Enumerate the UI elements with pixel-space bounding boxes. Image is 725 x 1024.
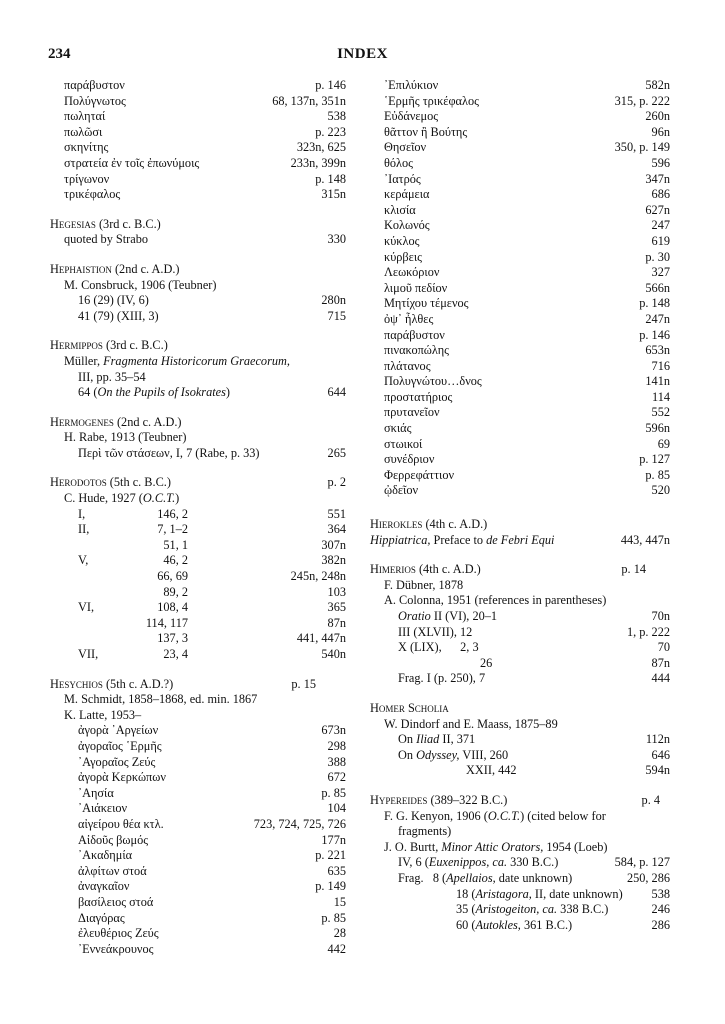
citation: 137, 3 — [157, 631, 188, 646]
index-entry — [50, 172, 356, 188]
homer-heading: Homer Scholia — [370, 700, 449, 715]
index-entry — [370, 281, 670, 297]
citation-text: X (LIX), 2, 3 — [398, 640, 479, 655]
page-reference: 441, 447n — [296, 631, 346, 646]
book-number: II, — [78, 522, 90, 537]
herodotos-entry — [50, 616, 356, 632]
page-reference: 260n — [645, 109, 670, 124]
speech-title: Aristagora, — [475, 886, 532, 901]
page-reference: 716 — [651, 358, 670, 373]
page-reference: 635 — [327, 863, 346, 878]
citation: 66, 69 — [157, 569, 188, 584]
homer-entry — [370, 763, 670, 779]
index-term: κύκλος — [384, 233, 420, 248]
citation: 46, 2 — [163, 553, 188, 568]
citation: 7, 1–2 — [157, 522, 188, 537]
index-term: λιμοῦ πεδίον — [384, 280, 448, 295]
himerios-edition-2: A. Colonna, 1951 (references in parentheses) — [384, 593, 607, 608]
index-term: θόλος — [384, 155, 414, 170]
page-reference: p. 127 — [639, 452, 670, 467]
page-reference: 280n — [321, 293, 346, 308]
page-reference: 388 — [327, 754, 346, 769]
index-term: ἐλευθέριος Ζεύς — [78, 926, 159, 941]
page-reference: 246 — [651, 902, 670, 917]
citation-text: date unknown) — [495, 870, 573, 885]
himerios-entry — [370, 656, 670, 672]
citation-prefix: 60 ( — [456, 917, 476, 932]
page-reference: p. 146 — [315, 78, 346, 92]
index-term: Μητίχου τέμενος — [384, 296, 469, 311]
index-term: πλάτανος — [384, 358, 431, 373]
index-term: ἀγοραῖος ῾Ερμῆς — [78, 738, 162, 753]
hermippos-heading: Hermippos (3rd c. B.C.) — [50, 338, 168, 353]
page-reference: 28 — [333, 926, 346, 941]
hermogenes-edition: H. Rabe, 1913 (Teubner) — [64, 430, 187, 445]
page-reference: 247n — [645, 311, 670, 326]
page-reference: p. 85 — [321, 910, 346, 925]
hierokles-heading: Hierokles (4th c. A.D.) — [370, 517, 488, 532]
left-column — [50, 78, 356, 957]
index-term: Αἰδοῦς βωμός — [78, 832, 149, 847]
citation-prefix: Frag. 8 ( — [398, 870, 447, 885]
hephaistion-entry — [50, 293, 356, 309]
page-reference: 596n — [645, 421, 670, 436]
citation-prefix: IV, 6 ( — [398, 855, 429, 870]
index-entry — [370, 483, 670, 499]
speech-title: Apellaios, — [446, 870, 496, 885]
hesychios-entry — [50, 926, 356, 942]
index-term: κλισία — [384, 202, 416, 217]
citation — [398, 855, 558, 871]
index-term: ἀγορὰ ᾿Αργείων — [78, 723, 159, 738]
page-reference: 177n — [321, 832, 346, 847]
index-term: Διαγόρας — [78, 910, 125, 925]
citation-text: 338 B.C.) — [557, 902, 609, 917]
hypereides-entry — [370, 918, 670, 934]
hesychios-edition-1: M. Schmidt, 1858–1868, ed. min. 1867 — [64, 692, 258, 707]
page-reference: 87n — [651, 655, 670, 670]
page-number: 234 — [48, 46, 71, 62]
page-reference: 582n — [645, 78, 670, 92]
index-term: πωλῶσι — [64, 124, 103, 139]
index-term: προστατήριος — [384, 389, 453, 404]
page-reference: 250, 286 — [626, 870, 670, 885]
index-term: Θησεῖον — [384, 140, 427, 155]
index-term: Λεωκόριον — [384, 265, 440, 280]
hesychios-edition-2: K. Latte, 1953– — [64, 707, 142, 722]
page-reference: 315n — [321, 187, 346, 202]
herodotos-heading: Herodotos (5th c. B.C.) p. 2 — [50, 475, 346, 490]
index-entry — [50, 78, 356, 94]
hesychios-entry — [50, 786, 356, 802]
index-term: ᾿Αησία — [78, 785, 114, 800]
index-term: Κολωνός — [384, 218, 430, 233]
hypereides-edition-1-cont: fragments) — [398, 824, 452, 839]
page-reference: 347n — [645, 171, 670, 186]
page-reference: p. 85 — [321, 785, 346, 800]
speech-title: Autokles, — [475, 917, 521, 932]
page-reference: 552 — [651, 405, 670, 420]
index-term: ἀλφίτων στοά — [78, 863, 147, 878]
speech-title: Aristogeiton, ca. — [475, 902, 558, 917]
page-reference: 627n — [645, 202, 670, 217]
page-reference: 584, p. 127 — [614, 855, 670, 870]
herodotos-entry — [50, 507, 356, 523]
page-reference: p. 146 — [639, 327, 670, 342]
work-title: Oratio — [398, 609, 431, 623]
work-title: Odyssey, — [416, 747, 460, 762]
page-reference: 538 — [327, 109, 346, 124]
index-term: συνέδριον — [384, 452, 435, 467]
index-term: πωληταί — [64, 109, 106, 124]
citation — [398, 748, 508, 764]
page-reference: 307n — [321, 537, 346, 552]
himerios-entry — [370, 640, 670, 656]
index-entry — [370, 109, 670, 125]
homer-entry — [370, 748, 670, 764]
citation-text: 26 — [480, 655, 493, 670]
page-reference: 566n — [645, 280, 670, 295]
citation-prefix: On — [398, 747, 417, 762]
citation: 41 (79) (XIII, 3) — [78, 308, 159, 323]
herodotos-edition: C. Hude, 1927 (O.C.T.) — [64, 491, 180, 506]
hesychios-entry — [50, 817, 356, 833]
page-reference: 365 — [327, 600, 346, 615]
citation — [480, 656, 492, 672]
himerios-edition-1: F. Dübner, 1878 — [384, 577, 464, 592]
index-term: Πολυγνώτου…δνος — [384, 374, 482, 389]
index-term: σκιάς — [384, 421, 412, 436]
page-reference: p. 221 — [315, 848, 346, 863]
index-term: ᾿Αγοραῖος Ζεύς — [78, 754, 156, 769]
hephaistion-heading: Hephaistion (2nd c. A.D.) — [50, 261, 180, 276]
himerios-entry — [370, 625, 670, 641]
page-reference: 444 — [651, 671, 670, 686]
right-column — [370, 78, 670, 933]
index-entry — [370, 203, 670, 219]
index-entry — [50, 156, 356, 172]
page-reference: 87n — [327, 615, 346, 630]
index-entry — [370, 187, 670, 203]
page-reference: 520 — [651, 483, 670, 498]
citation-text: II, 371 — [439, 732, 476, 747]
citation: 16 (29) (IV, 6) — [78, 293, 149, 308]
himerios-entry — [370, 671, 670, 687]
citation-text: III (XLVII), 12 — [398, 624, 473, 639]
page-reference: 594n — [645, 763, 670, 778]
index-term: πρυτανεῖον — [384, 405, 440, 420]
page-reference: 15 — [333, 894, 346, 909]
hesychios-entry — [50, 723, 356, 739]
citation-text: 330 B.C.) — [507, 855, 559, 870]
hesychios-entry — [50, 911, 356, 927]
herodotos-entry — [50, 569, 356, 585]
hesychios-entry — [50, 801, 356, 817]
index-term: Πολύγνωτος — [64, 93, 126, 108]
herodotos-entry — [50, 585, 356, 601]
page-reference: 70 — [657, 640, 670, 655]
index-term: σκηνίτης — [64, 140, 109, 155]
index-entry — [370, 234, 670, 250]
citation — [398, 871, 572, 887]
index-entry — [370, 296, 670, 312]
index-entry — [370, 452, 670, 468]
citation — [398, 609, 497, 625]
citation-text: 361 B.C.) — [520, 917, 573, 932]
index-term: παράβυστον — [384, 327, 445, 342]
index-term: τρικέφαλος — [64, 187, 121, 202]
index-entry — [370, 312, 670, 328]
page-reference: 286 — [651, 917, 670, 932]
page-reference: 103 — [327, 584, 346, 599]
index-term: ᾿Επιλύκιον — [384, 78, 439, 92]
book-number: I, — [78, 506, 86, 521]
homer-edition: W. Dindorf and E. Maass, 1875–89 — [384, 716, 558, 731]
index-term: ἀγορὰ Κερκώπων — [78, 770, 166, 785]
citation: 89, 2 — [163, 584, 188, 599]
hesychios-entry — [50, 879, 356, 895]
citation: 108, 4 — [157, 600, 188, 615]
page-reference: 104 — [327, 801, 346, 816]
hesychios-entry — [50, 833, 356, 849]
hesychios-entry — [50, 755, 356, 771]
hesychios-entry — [50, 864, 356, 880]
hermippos-edition: Müller, Fragmenta Historicorum Graecorum, — [64, 353, 290, 368]
index-entry — [50, 140, 356, 156]
citation-text: II, date unknown) — [531, 886, 623, 901]
page-reference: 723, 724, 725, 726 — [253, 816, 346, 831]
index-term: Εὐδάνεμος — [384, 109, 439, 124]
page-reference: 298 — [327, 738, 346, 753]
page-reference: 653n — [645, 343, 670, 358]
citation: 51, 1 — [163, 537, 188, 552]
index-entry — [370, 94, 670, 110]
citation — [456, 918, 572, 934]
hesychios-entry — [50, 942, 356, 958]
page-reference: 596 — [651, 155, 670, 170]
page-reference: 686 — [651, 187, 670, 202]
herodotos-entry — [50, 600, 356, 616]
index-term: ᾿Αιάκειον — [78, 801, 128, 816]
left-top-entries — [50, 78, 356, 203]
index-term: ᾿Ακαδημία — [78, 848, 133, 863]
book-number: VII, — [78, 647, 99, 661]
index-term: Φερρεφάττιον — [384, 467, 455, 482]
citation: 23, 4 — [163, 647, 188, 661]
herodotos-entry — [50, 553, 356, 569]
index-entry — [50, 187, 356, 203]
hypereides-entry — [370, 855, 670, 871]
page-reference: 69 — [657, 436, 670, 451]
index-term: στρατεία ἐν τοῖς ἐπωνύμοις — [64, 155, 200, 170]
index-entry — [370, 125, 670, 141]
citation — [466, 763, 517, 779]
hesychios-entry — [50, 739, 356, 755]
book-number: V, — [78, 553, 89, 568]
hermogenes-heading: Hermogenes (2nd c. A.D.) — [50, 414, 182, 429]
index-entry — [370, 421, 670, 437]
index-entry — [370, 468, 670, 484]
page-reference: 70n — [651, 609, 670, 623]
citation — [398, 671, 485, 687]
page-reference: 327 — [651, 265, 670, 280]
page-reference: 114 — [652, 389, 670, 404]
page-reference: 68, 137n, 351n — [272, 93, 346, 108]
page-reference: 315, p. 222 — [614, 93, 670, 108]
page-reference: 364 — [327, 522, 346, 537]
page-reference: 96n — [651, 124, 670, 139]
hegesias-heading: Hegesias (3rd c. B.C.) — [50, 216, 161, 231]
page-reference: 245n, 248n — [290, 569, 346, 584]
page-reference: 540n — [321, 647, 346, 661]
page-title: INDEX — [337, 46, 388, 62]
hypereides-edition-1: F. G. Kenyon, 1906 (O.C.T.) (cited below for — [384, 808, 606, 823]
hesychios-entry — [50, 848, 356, 864]
index-entry — [370, 437, 670, 453]
right-top-entries — [370, 78, 670, 499]
himerios-heading: Himerios (4th c. A.D.) p. 14 — [370, 562, 646, 577]
hesychios-entry — [50, 770, 356, 786]
page-reference: 382n — [321, 553, 346, 568]
index-term: θᾶττον ἢ Βούτης — [384, 124, 468, 139]
index-term: κύρβεις — [384, 249, 423, 264]
page-reference: p. 85 — [645, 467, 670, 482]
herodotos-entry — [50, 647, 356, 663]
page-reference: p. 148 — [315, 171, 346, 186]
page-reference: 350, p. 149 — [614, 140, 670, 155]
page-reference: 619 — [651, 233, 670, 248]
index-term: ᾠδεῖον — [384, 483, 419, 498]
index-entry — [370, 390, 670, 406]
hermogenes-row: Περὶ τῶν στάσεων, I, 7 (Rabe, p. 33) 265 — [78, 445, 346, 460]
index-term: πινακοπώλης — [384, 343, 450, 358]
homer-entry — [370, 732, 670, 748]
page-reference: 233n, 399n — [290, 155, 346, 170]
page-reference: 551 — [327, 506, 346, 521]
citation-text: XXII, 442 — [466, 763, 517, 778]
page-reference: 673n — [321, 723, 346, 738]
page-reference: 442 — [327, 941, 346, 956]
hypereides-edition-2: J. O. Burtt, Minor Attic Orators, 1954 (Loeb) — [384, 839, 608, 854]
hesychios-heading: Hesychios (5th c. A.D.?) p. 15 — [50, 676, 316, 691]
index-term: ᾿Εννεάκρουνος — [78, 941, 154, 956]
citation — [456, 902, 608, 918]
index-term: βασίλειος στοά — [78, 894, 154, 909]
index-entry — [370, 172, 670, 188]
index-entry — [370, 156, 670, 172]
herodotos-entry — [50, 538, 356, 554]
page-reference: p. 223 — [315, 124, 346, 139]
index-term: παράβυστον — [64, 78, 125, 92]
page-reference: 323n, 625 — [296, 140, 346, 155]
index-entry — [370, 343, 670, 359]
page-reference: 672 — [327, 770, 346, 785]
index-entry — [370, 250, 670, 266]
hermippos-item: 64 (On the Pupils of Isokrates) 644 — [78, 385, 346, 400]
index-term: αἰγείρου θέα κτλ. — [78, 816, 164, 831]
page-reference: 715 — [327, 308, 346, 323]
book-number: VI, — [78, 600, 95, 615]
index-term: ὀψ᾿ ἦλθες — [384, 311, 434, 326]
citation-prefix: On — [398, 732, 417, 747]
work-title: Iliad — [416, 732, 440, 747]
index-entry — [50, 94, 356, 110]
page-reference: 112n — [645, 732, 670, 747]
citation — [456, 887, 623, 903]
hephaistion-entry — [50, 309, 356, 325]
page-reference: 141n — [645, 374, 670, 389]
herodotos-entry — [50, 631, 356, 647]
himerios-entry — [370, 609, 670, 625]
page-reference: 646 — [651, 747, 670, 762]
citation — [398, 640, 479, 656]
index-entry — [370, 328, 670, 344]
index-entry — [370, 78, 670, 94]
citation: 114, 117 — [145, 615, 188, 630]
index-term: κεράμεια — [384, 187, 430, 202]
hypereides-entry — [370, 871, 670, 887]
hypereides-heading: Hypereides (389–322 B.C.) p. 4 — [370, 792, 660, 807]
citation: 146, 2 — [157, 506, 188, 521]
index-term: ᾿Ιατρός — [384, 171, 421, 186]
page-reference: 538 — [651, 886, 670, 901]
page-reference: p. 148 — [639, 296, 670, 311]
hesychios-entry — [50, 895, 356, 911]
hegesias-row: quoted by Strabo 330 — [64, 232, 346, 247]
index-entry — [370, 265, 670, 281]
citation — [398, 625, 472, 641]
page-reference: p. 149 — [315, 879, 346, 894]
citation-prefix: 18 ( — [456, 886, 476, 901]
hierokles-row: Hippiatrica, Preface to de Febri Equi 443, 447n — [370, 532, 670, 547]
hermippos-pages: III, pp. 35–54 — [78, 369, 146, 384]
hypereides-entry — [370, 902, 670, 918]
index-term: ἀναγκαῖον — [78, 879, 130, 894]
index-entry — [370, 140, 670, 156]
herodotos-entry — [50, 522, 356, 538]
citation-text: Frag. I (p. 250), 7 — [398, 671, 486, 686]
index-term: ῾Ερμῆς τρικέφαλος — [384, 93, 479, 108]
page-reference: 247 — [651, 218, 670, 233]
index-entry — [370, 359, 670, 375]
index-term: τρίγωνον — [64, 171, 110, 186]
speech-title: Euxenippos, ca. — [428, 855, 508, 870]
index-entry — [50, 125, 356, 141]
page-reference: p. 30 — [645, 249, 670, 264]
index-entry — [370, 405, 670, 421]
citation-prefix: 35 ( — [456, 902, 476, 917]
citation-text: VIII, 260 — [459, 747, 509, 762]
citation-text: II (VI), 20–1 — [430, 609, 498, 623]
index-entry — [370, 374, 670, 390]
hephaistion-edition: M. Consbruck, 1906 (Teubner) — [64, 277, 217, 292]
page-reference: 1, p. 222 — [626, 624, 670, 639]
index-entry — [370, 218, 670, 234]
citation — [398, 732, 475, 748]
index-entry — [50, 109, 356, 125]
index-term: στωικοί — [384, 436, 423, 451]
hypereides-entry — [370, 887, 670, 903]
